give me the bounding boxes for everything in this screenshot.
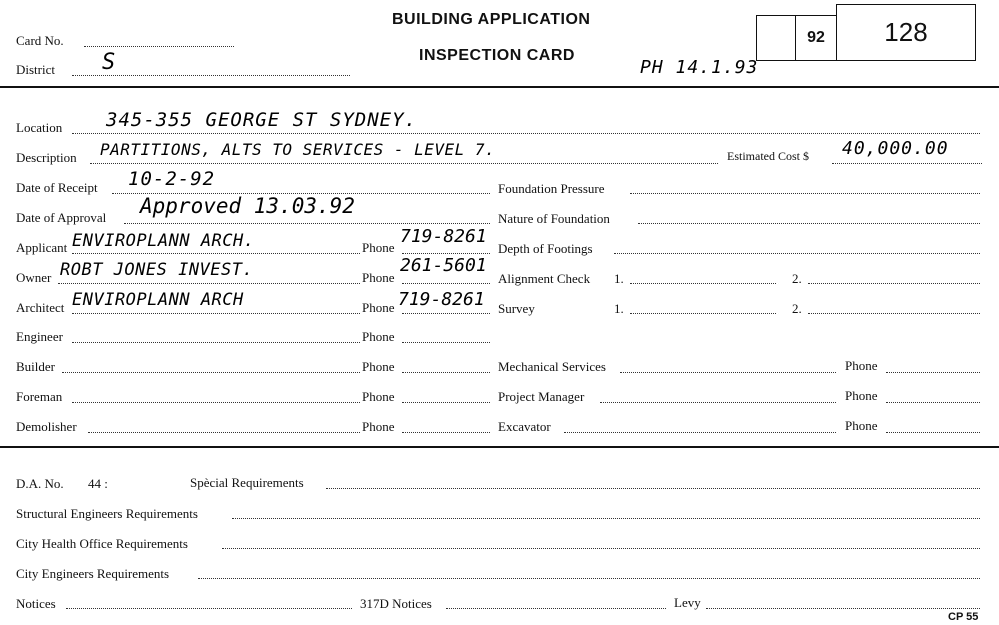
applicant-line[interactable]	[72, 253, 360, 254]
owner-phone-line[interactable]	[402, 283, 490, 284]
estimated-cost-label: Estimated Cost $	[727, 149, 809, 163]
applicant-phone-value: 719-8261	[400, 226, 487, 247]
district-label: District	[16, 62, 55, 77]
builder-phone-line[interactable]	[402, 372, 490, 373]
architect-value: ENVIROPLANN ARCH	[72, 290, 244, 310]
applicant-phone-line[interactable]	[402, 253, 490, 254]
health-requirements-line[interactable]	[222, 548, 980, 549]
depth-footings-line[interactable]	[614, 253, 980, 254]
date-approval-label: Date of Approval	[16, 210, 107, 225]
builder-label: Builder	[16, 359, 55, 374]
structural-requirements-label: Structural Engineers Requirements	[16, 506, 198, 521]
alignment-line-2[interactable]	[808, 283, 980, 284]
date-approval-value: Approved 13.03.92	[140, 194, 355, 218]
architect-phone-label: Phone	[362, 300, 395, 315]
mechanical-phone-label: Phone	[845, 358, 878, 373]
builder-phone-label: Phone	[362, 359, 395, 374]
mechanical-services-line[interactable]	[620, 372, 836, 373]
levy-label: Levy	[674, 595, 701, 610]
location-label: Location	[16, 120, 63, 135]
applicant-value: ENVIROPLANN ARCH.	[72, 231, 255, 251]
card-no-label: Card No.	[16, 33, 64, 48]
estimated-cost-value: 40,000.00	[842, 138, 949, 159]
applicant-phone-label: Phone	[362, 240, 395, 255]
city-engineers-requirements-line[interactable]	[198, 578, 980, 579]
card-no-line[interactable]	[84, 46, 234, 47]
demolisher-line[interactable]	[88, 432, 360, 433]
description-value: PARTITIONS, ALTS TO SERVICES - LEVEL 7.	[100, 140, 496, 159]
special-requirements-line[interactable]	[326, 488, 980, 489]
notices-label: Notices	[16, 596, 56, 611]
levy-line[interactable]	[706, 608, 980, 609]
da-no-value: 44 :	[88, 476, 108, 491]
engineer-label: Engineer	[16, 329, 63, 344]
foreman-phone-label: Phone	[362, 389, 395, 404]
owner-value: ROBT JONES INVEST.	[60, 260, 254, 280]
survey-line-1[interactable]	[630, 313, 776, 314]
engineer-line[interactable]	[72, 342, 360, 343]
engineer-phone-line[interactable]	[402, 342, 490, 343]
special-requirements-label: Spècial Requirements	[190, 475, 304, 490]
district-line[interactable]	[72, 75, 350, 76]
excavator-phone-label: Phone	[845, 418, 878, 433]
project-manager-line[interactable]	[600, 402, 836, 403]
architect-phone-value: 719-8261	[398, 289, 485, 310]
header-divider	[0, 86, 999, 88]
excavator-label: Excavator	[498, 419, 551, 434]
nature-foundation-line[interactable]	[638, 223, 980, 224]
mechanical-phone-line[interactable]	[886, 372, 980, 373]
owner-line[interactable]	[58, 283, 360, 284]
architect-label: Architect	[16, 300, 65, 315]
date-receipt-label: Date of Receipt	[16, 180, 98, 195]
project-manager-label: Project Manager	[498, 389, 585, 404]
da-no-label: D.A. No.	[16, 476, 64, 491]
demolisher-phone-line[interactable]	[402, 432, 490, 433]
city-engineers-requirements-label: City Engineers Requirements	[16, 566, 170, 581]
applicant-label: Applicant	[16, 240, 68, 255]
notices-line[interactable]	[66, 608, 352, 609]
date-receipt-value: 10-2-92	[128, 168, 216, 190]
description-label: Description	[16, 150, 77, 165]
date-approval-line[interactable]	[124, 223, 490, 224]
foreman-line[interactable]	[72, 402, 360, 403]
structural-requirements-line[interactable]	[232, 518, 980, 519]
survey-line-2[interactable]	[808, 313, 980, 314]
location-line[interactable]	[72, 133, 980, 134]
nature-foundation-label: Nature of Foundation	[498, 211, 610, 226]
location-value: 345-355 GEORGE ST SYDNEY.	[106, 109, 417, 131]
demolisher-phone-label: Phone	[362, 419, 395, 434]
architect-phone-line[interactable]	[402, 313, 490, 314]
alignment-item-2: 2.	[792, 271, 802, 286]
form-title-line1: BUILDING APPLICATION	[392, 11, 591, 28]
notices-317d-line[interactable]	[446, 608, 666, 609]
description-line[interactable]	[90, 163, 718, 164]
estimated-cost-line[interactable]	[832, 163, 982, 164]
foreman-label: Foreman	[16, 389, 63, 404]
depth-footings-label: Depth of Footings	[498, 241, 593, 256]
alignment-line-1[interactable]	[630, 283, 776, 284]
builder-line[interactable]	[62, 372, 360, 373]
project-manager-phone-line[interactable]	[886, 402, 980, 403]
project-manager-phone-label: Phone	[845, 388, 878, 403]
blank-box[interactable]	[756, 15, 796, 61]
requirements-divider	[0, 446, 999, 448]
survey-label: Survey	[498, 301, 535, 316]
excavator-line[interactable]	[564, 432, 836, 433]
demolisher-label: Demolisher	[16, 419, 77, 434]
survey-item-1: 1.	[614, 301, 624, 316]
mechanical-services-label: Mechanical Services	[498, 359, 606, 374]
year-box: 92	[795, 15, 837, 61]
district-value: S	[102, 50, 117, 75]
owner-phone-value: 261-5601	[400, 255, 487, 276]
alignment-item-1: 1.	[614, 271, 624, 286]
architect-line[interactable]	[72, 313, 360, 314]
survey-item-2: 2.	[792, 301, 802, 316]
notices-317d-label: 317D Notices	[360, 596, 432, 611]
owner-phone-label: Phone	[362, 270, 395, 285]
alignment-check-label: Alignment Check	[498, 271, 591, 286]
engineer-phone-label: Phone	[362, 329, 395, 344]
foundation-pressure-line[interactable]	[630, 193, 980, 194]
form-code: CP 55	[948, 611, 979, 623]
number-box: 128	[836, 4, 976, 61]
owner-label: Owner	[16, 270, 52, 285]
form-title-line2: INSPECTION CARD	[419, 47, 575, 64]
foreman-phone-line[interactable]	[402, 402, 490, 403]
excavator-phone-line[interactable]	[886, 432, 980, 433]
health-requirements-label: City Health Office Requirements	[16, 536, 188, 551]
foundation-pressure-label: Foundation Pressure	[498, 181, 605, 196]
initials-note: PH 14.1.93	[640, 57, 759, 78]
